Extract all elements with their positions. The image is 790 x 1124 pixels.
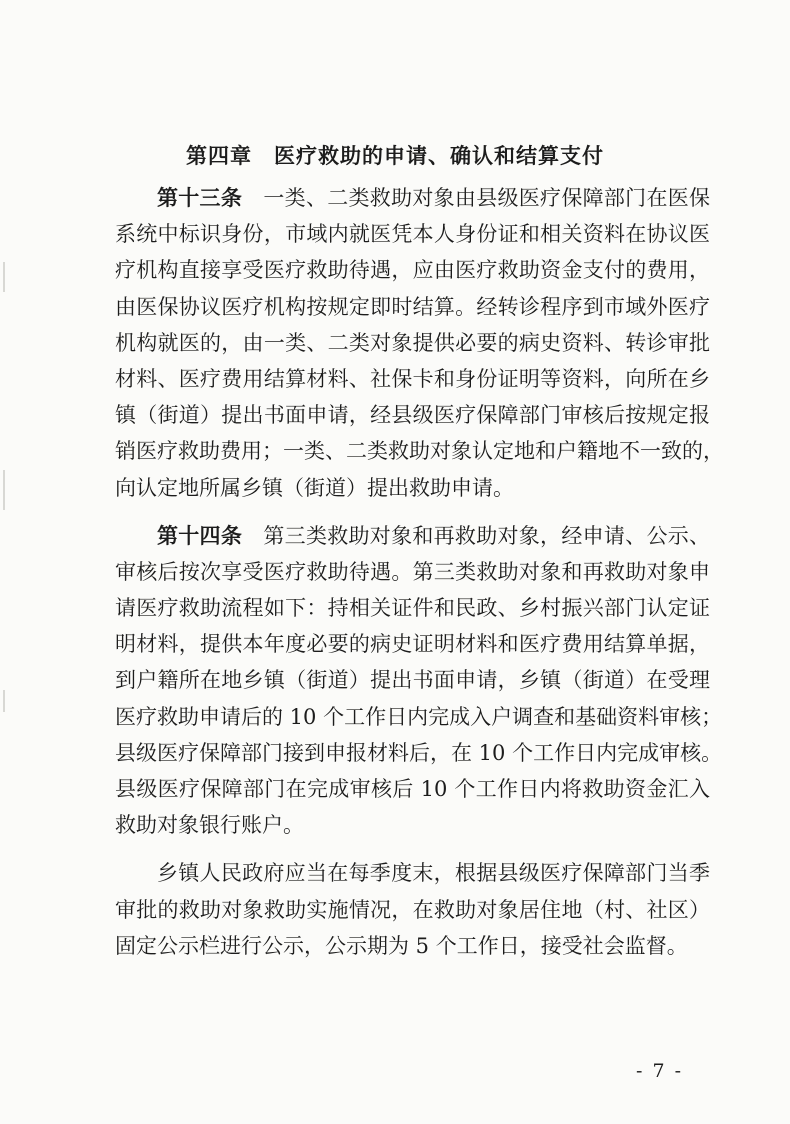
scan-edge-mark	[3, 690, 5, 712]
page-number: - 7 -	[635, 1060, 683, 1082]
article-13	[115, 180, 724, 506]
paragraph-line: 材料、医疗费用结算材料、社保卡和身份证明等资料，向所在乡	[115, 366, 710, 391]
paragraph-line: 由医保协议医疗机构按规定即时结算。经转诊程序到市域外医疗	[115, 294, 710, 319]
scan-edge-mark	[3, 470, 5, 510]
paragraph-line: 县级医疗保障部门接到申报材料后，在 10 个工作日内完成审核。	[115, 740, 723, 765]
paragraph-line: 机构就医的，由一类、二类对象提供必要的病史资料、转诊审批	[115, 330, 710, 355]
article-first-line	[115, 180, 710, 216]
paragraph-line: 救助对象银行账户。	[115, 813, 304, 838]
paragraph-line: 县级医疗保障部门在完成审核后 10 个工作日内将救助资金汇入	[115, 777, 710, 801]
paragraph-line: 疗机构直接享受医疗救助待遇，应由医疗救助资金支付的费用，	[115, 258, 710, 283]
paragraph-line: 审批的救助对象救助实施情况，在救助对象居住地（村、社区）	[115, 897, 710, 922]
chapter-title: 第四章 医疗救助的申请、确认和结算支付	[186, 144, 604, 168]
paragraph-line: 医疗救助申请后的 10 个工作日内完成入户调查和基础资料审核；	[115, 704, 723, 729]
article-heading: 第十三条	[157, 186, 243, 210]
paragraph-line: 一类、二类救助对象由县级医疗保障部门在医保	[263, 186, 711, 210]
paragraph-line: 明材料，提供本年度必要的病史证明材料和医疗费用结算单据，	[115, 632, 710, 657]
closing-paragraph	[115, 855, 710, 964]
paragraph-line: 销医疗救助费用；一类、二类救助对象认定地和户籍地不一致的，	[115, 439, 724, 464]
paragraph-line: 第三类救助对象和再救助对象，经申请、公示、	[263, 523, 711, 548]
scan-edge-mark	[3, 262, 5, 292]
article-14	[115, 518, 723, 844]
document-body	[115, 180, 724, 964]
paragraph-line: 审核后按次享受医疗救助待遇。第三类救助对象和再救助对象申	[115, 559, 710, 584]
paragraph-line: 系统中标识身份，市域内就医凭本人身份证和相关资料在协议医	[115, 222, 710, 247]
paragraph-line: 向认定地所属乡镇（街道）提出救助申请。	[115, 475, 514, 500]
paragraph-line: 到户籍所在地乡镇（街道）提出书面申请，乡镇（街道）在受理	[115, 668, 710, 693]
article-heading: 第十四条	[157, 523, 243, 548]
paragraph-line: 请医疗救助流程如下：持相关证件和民政、乡村振兴部门认定证	[115, 596, 710, 621]
article-first-line	[115, 518, 710, 554]
paragraph-line: 乡镇人民政府应当在每季度末，根据县级医疗保障部门当季	[157, 861, 710, 886]
paragraph-line: 固定公示栏进行公示，公示期为 5 个工作日，接受社会监督。	[115, 933, 688, 958]
paragraph-line: 镇（街道）提出书面申请，经县级医疗保障部门审核后按规定报	[115, 403, 710, 428]
